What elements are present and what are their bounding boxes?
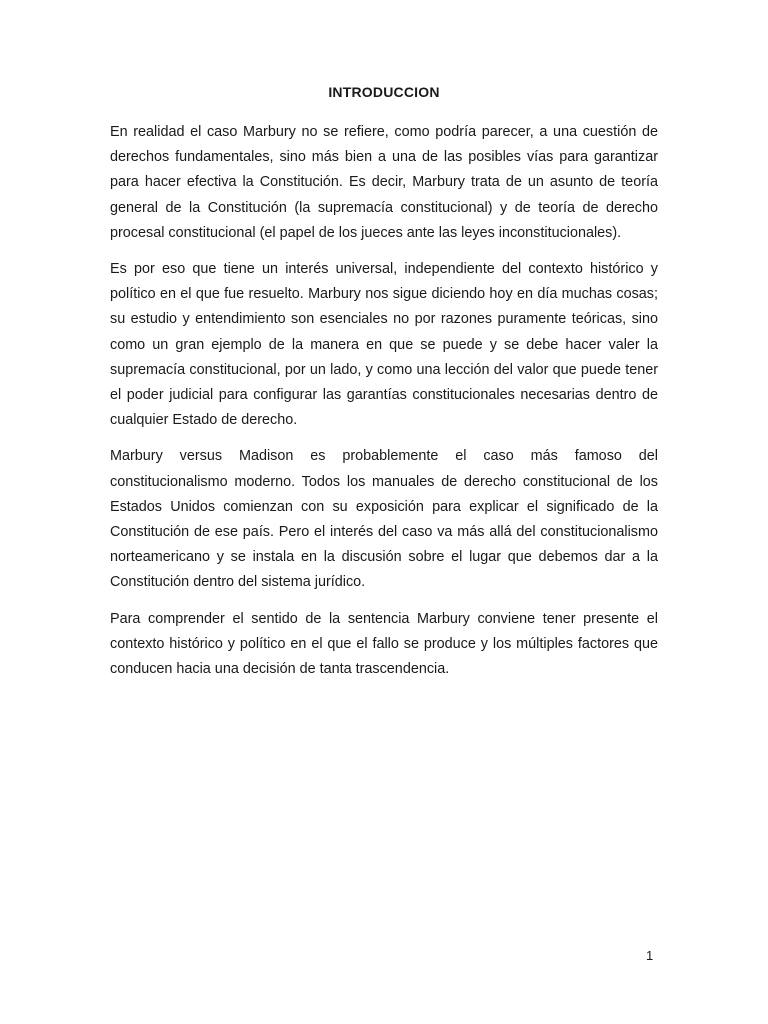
paragraph-3: Marbury versus Madison es probablemente el caso más famoso del constitucionalismo moderno. Todos los manuales de derecho constitucional de los Estados Unidos comienzan con su exposición para explicar el significado de la Constitución de ese país. Pero el interés del caso va más allá del constitucionalismo norteamericano y se instala en la discusión sobre el lugar que debemos dar a la Constitución dentro del sistema jurídico. — [110, 448, 658, 591]
paragraph-4: Para comprender el sentido de la sentencia Marbury conviene tener presente el contexto histórico y político en el que el fallo se produce y los múltiples factores que conducen hacia una decisión de tanta trascendencia. — [110, 610, 658, 678]
page-title: INTRODUCCION — [328, 84, 440, 100]
paragraph-1: En realidad el caso Marbury no se refiere, como podría parecer, a una cuestión de derechos fundamentales, sino más bien a una de las posibles vías para garantizar para hacer efectiva la Constitución. Es decir, Marbury trata de un asunto de teoría general de la Constitución (la supremacía constitucional) y de teoría de derecho procesal constitucional (el papel de los jueces ante las leyes inconstitucionales). — [110, 124, 658, 241]
paragraph-2: Es por eso que tiene un interés universal, independiente del contexto histórico y político en el que fue resuelto. Marbury nos sigue diciendo hoy en día muchas cosas; su estudio y entendimiento son esenciales no por razones puramente teóricas, sino como un gran ejemplo de la manera en que se puede y se debe hacer valer la supremacía constitucional, por un lado, y como una lección del valor que puede tener el poder judicial para configurar las garantías constitucionales necesarias dentro de cualquier Estado de derecho. — [110, 261, 658, 429]
document-body — [110, 120, 658, 693]
page-number: 1 — [646, 948, 654, 963]
